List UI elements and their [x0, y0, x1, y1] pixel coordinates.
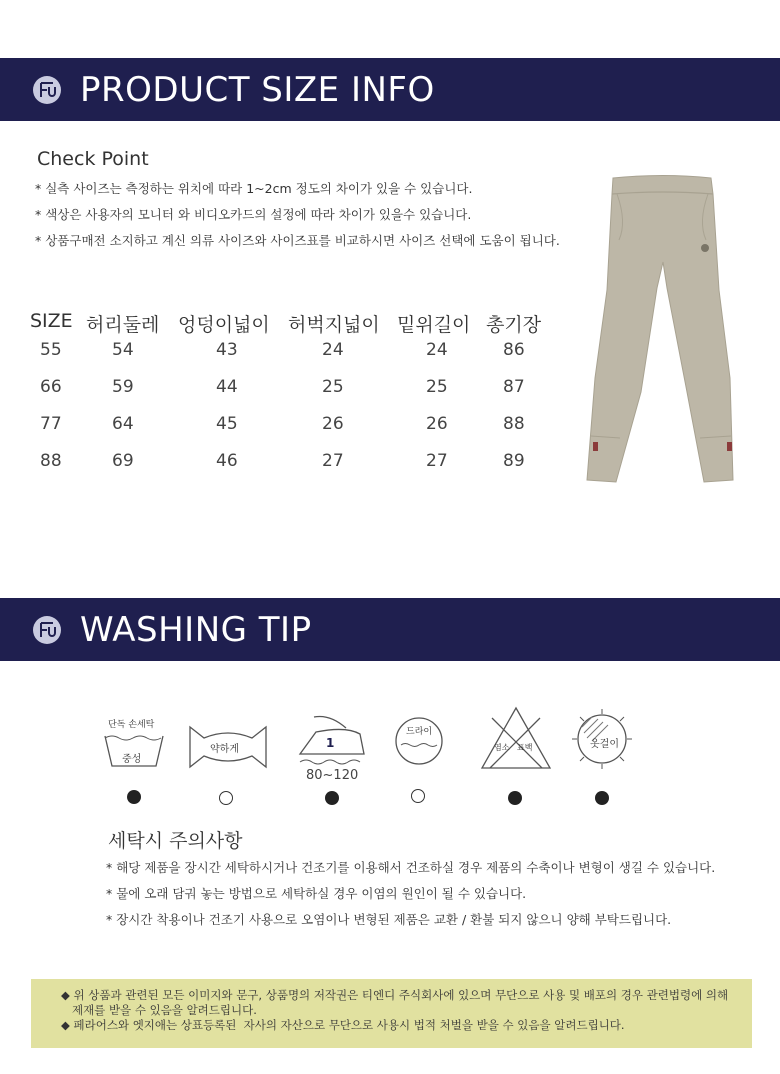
table-cell: 88: [503, 414, 525, 434]
check-point-notes: [35, 176, 560, 254]
notice-line: ◆ 페라어스와 엣지애는 상표등록된 자사의 자산으로 무단으로 사용시 법적 처벌을 받을 수 있음을 알려드립니다.: [61, 1018, 625, 1032]
table-cell: 27: [322, 451, 344, 471]
note-line: * 상품구매전 소지하고 계신 의류 사이즈와 사이즈표를 비교하시면 사이즈 선택에 도움이 됩니다.: [35, 233, 560, 248]
table-cell: 89: [503, 451, 525, 471]
wring-gently-icon: [188, 724, 268, 770]
icon-label: 드라이: [406, 727, 433, 737]
table-cell: 45: [216, 414, 238, 434]
icon-label: 약하게: [210, 744, 239, 755]
table-cell: 43: [216, 340, 238, 360]
table-cell: 46: [216, 451, 238, 471]
washing-tip-banner: [0, 598, 780, 661]
table-cell: 86: [503, 340, 525, 360]
dry-clean-applies-dot: [411, 789, 425, 803]
icon-label: 1: [326, 736, 335, 750]
icon-label: 염소: [494, 743, 510, 752]
no-bleach-applies-dot: [508, 791, 522, 805]
iron-icon: [296, 712, 370, 784]
column-header: 밑위길이: [397, 314, 471, 336]
hand-wash-neutral-icon: [100, 714, 168, 774]
table-cell: 77: [40, 414, 62, 434]
notice-line: ◆ 위 상품과 관련된 모든 이미지와 문구, 상품명의 저작권은 티엔디 주식회사에 있으며 무단으로 사용 및 배포의 경우 관련법령에 의해: [61, 988, 729, 1002]
table-cell: 24: [322, 340, 344, 360]
iron-applies-dot: [325, 791, 339, 805]
brand-logo-icon: [33, 76, 61, 104]
table-cell: 25: [322, 377, 344, 397]
column-header: 허벅지넓이: [288, 314, 380, 336]
note-line: * 색상은 사용자의 모니터 와 비디오카드의 설정에 따라 차이가 있을수 있습니다.: [35, 207, 472, 222]
copyright-notice: [31, 979, 752, 1048]
table-cell: 87: [503, 377, 525, 397]
no-bleach-icon: [480, 706, 552, 770]
product-pants-image: [583, 170, 743, 490]
table-cell: 66: [40, 377, 62, 397]
table-cell: 44: [216, 377, 238, 397]
icon-label: 중성: [122, 754, 142, 765]
column-header: 엉덩이넓이: [178, 314, 270, 336]
icon-label: 옷걸이: [590, 739, 619, 750]
note-line: * 장시간 착용이나 건조기 사용으로 오염이나 변형된 제품은 교환 / 환불 되지 않으니 양해 부탁드립니다.: [106, 912, 672, 927]
table-cell: 54: [112, 340, 134, 360]
table-cell: 88: [40, 451, 62, 471]
table-cell: 55: [40, 340, 62, 360]
note-line: * 실측 사이즈는 측정하는 위치에 따라 1~2cm 정도의 차이가 있을 수 있습니다.: [35, 181, 473, 196]
caution-notes: [106, 855, 715, 933]
caution-title: 세탁시 주의사항: [108, 830, 243, 852]
hand-wash-applies-dot: [127, 790, 141, 804]
wring-gently-applies-dot: [219, 791, 233, 805]
table-cell: 26: [322, 414, 344, 434]
column-header: 허리둘레: [86, 314, 160, 336]
check-point-title: Check Point: [37, 148, 149, 170]
icon-label: 80~120: [306, 768, 359, 783]
size-info-banner: [0, 58, 780, 121]
column-header: 총기장: [486, 314, 542, 336]
table-cell: 27: [426, 451, 448, 471]
table-cell: 64: [112, 414, 134, 434]
column-header: SIZE: [30, 310, 73, 332]
brand-logo-icon: [33, 616, 61, 644]
hang-dry-shade-icon: [570, 707, 634, 771]
section-title: WASHING TIP: [80, 609, 312, 650]
hang-dry-applies-dot: [595, 791, 609, 805]
section-title: PRODUCT SIZE INFO: [80, 69, 435, 110]
table-cell: 59: [112, 377, 134, 397]
table-cell: 69: [112, 451, 134, 471]
table-cell: 24: [426, 340, 448, 360]
note-line: * 해당 제품을 장시간 세탁하시거나 건조기를 이용해서 건조하실 경우 제품의 수축이나 변형이 생길 수 있습니다.: [106, 860, 716, 875]
dry-clean-icon: [394, 716, 444, 766]
notice-line: 제재를 받을 수 있음을 알려드립니다.: [61, 1003, 257, 1017]
icon-label: 단독 손세탁: [108, 720, 155, 730]
icon-label: 표백: [517, 743, 533, 752]
table-cell: 26: [426, 414, 448, 434]
table-cell: 25: [426, 377, 448, 397]
note-line: * 물에 오래 담궈 놓는 방법으로 세탁하실 경우 이염의 원인이 될 수 있습니다.: [106, 886, 527, 901]
